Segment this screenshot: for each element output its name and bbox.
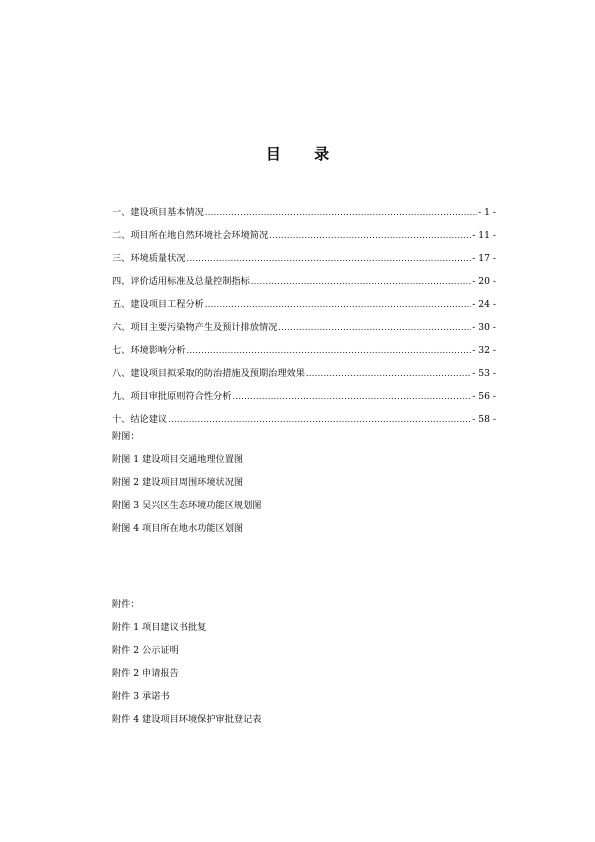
toc-dot-leader: [205, 298, 471, 312]
attachment-item: 附件 3 承诺书: [112, 691, 170, 702]
toc-entry-1[interactable]: [112, 206, 496, 229]
toc-entry-4[interactable]: [112, 275, 496, 298]
toc-entry-label: 四、评价适用标准及总量控制指标: [112, 276, 250, 287]
toc-entry-5[interactable]: [112, 298, 496, 321]
page-title: 目 录: [265, 145, 344, 163]
toc-entry-page: - 56 -: [472, 391, 496, 402]
toc-entry-label: 二、项目所在地自然环境社会环境简况: [112, 230, 269, 241]
toc-dot-leader: [187, 252, 472, 266]
toc-dot-leader: [251, 275, 471, 289]
toc-entry-page: - 32 -: [472, 345, 496, 356]
toc-entry-label: 五、建设项目工程分析: [112, 299, 204, 310]
toc-entry-page: - 1 -: [478, 207, 496, 218]
toc-entry-label: 十、结论建议: [112, 414, 168, 425]
toc-entry-page: - 17 -: [472, 253, 496, 264]
figure-item: 附图 4 项目所在地水功能区划图: [112, 523, 244, 534]
toc-dot-leader: [168, 413, 471, 427]
attachments-heading: 附件：: [112, 599, 140, 610]
toc-dot-leader: [232, 390, 471, 404]
toc-entry-page: - 24 -: [472, 299, 496, 310]
toc-entry-label: 八、建设项目拟采取的防治措施及预期治理效果: [112, 368, 305, 379]
toc-entry-3[interactable]: [112, 252, 496, 275]
toc-entry-label: 六、项目主要污染物产生及预计排放情况: [112, 322, 278, 333]
toc-entry-page: - 53 -: [472, 368, 496, 379]
toc-dot-leader: [278, 321, 471, 335]
toc-entry-label: 九、项目审批原则符合性分析: [112, 391, 232, 402]
attachment-item: 附件 2 公示证明: [112, 645, 179, 656]
toc-entry-label: 一、建设项目基本情况: [112, 207, 204, 218]
toc-dot-leader: [205, 206, 477, 220]
toc-entry-label: 三、环境质量状况: [112, 253, 186, 264]
toc-entry-page: - 58 -: [472, 414, 496, 425]
toc-entry-page: - 20 -: [472, 276, 496, 287]
figure-item: 附图 3 吴兴区生态环境功能区规划图: [112, 500, 262, 511]
toc-entry-7[interactable]: [112, 344, 496, 367]
toc-dot-leader: [306, 367, 471, 381]
figure-item: 附图 1 建设项目交通地理位置图: [112, 454, 244, 465]
figures-heading: 附图：: [112, 431, 140, 442]
attachment-item: 附件 1 项目建议书批复: [112, 622, 207, 633]
figure-item: 附图 2 建设项目周围环境状况图: [112, 477, 244, 488]
toc-entry-9[interactable]: [112, 390, 496, 413]
toc-entry-page: - 30 -: [472, 322, 496, 333]
attachment-item: 附件 4 建设项目环境保护审批登记表: [112, 714, 262, 725]
toc-entry-6[interactable]: [112, 321, 496, 344]
toc-entry-2[interactable]: [112, 229, 496, 252]
table-of-contents: [112, 206, 496, 436]
figures-section: [112, 430, 492, 545]
toc-dot-leader: [187, 344, 472, 358]
toc-entry-label: 七、环境影响分析: [112, 345, 186, 356]
attachments-section: [112, 598, 492, 736]
toc-entry-8[interactable]: [112, 367, 496, 390]
toc-dot-leader: [269, 229, 471, 243]
toc-entry-page: - 11 -: [472, 230, 496, 241]
attachment-item: 附件 2 申请报告: [112, 668, 179, 679]
